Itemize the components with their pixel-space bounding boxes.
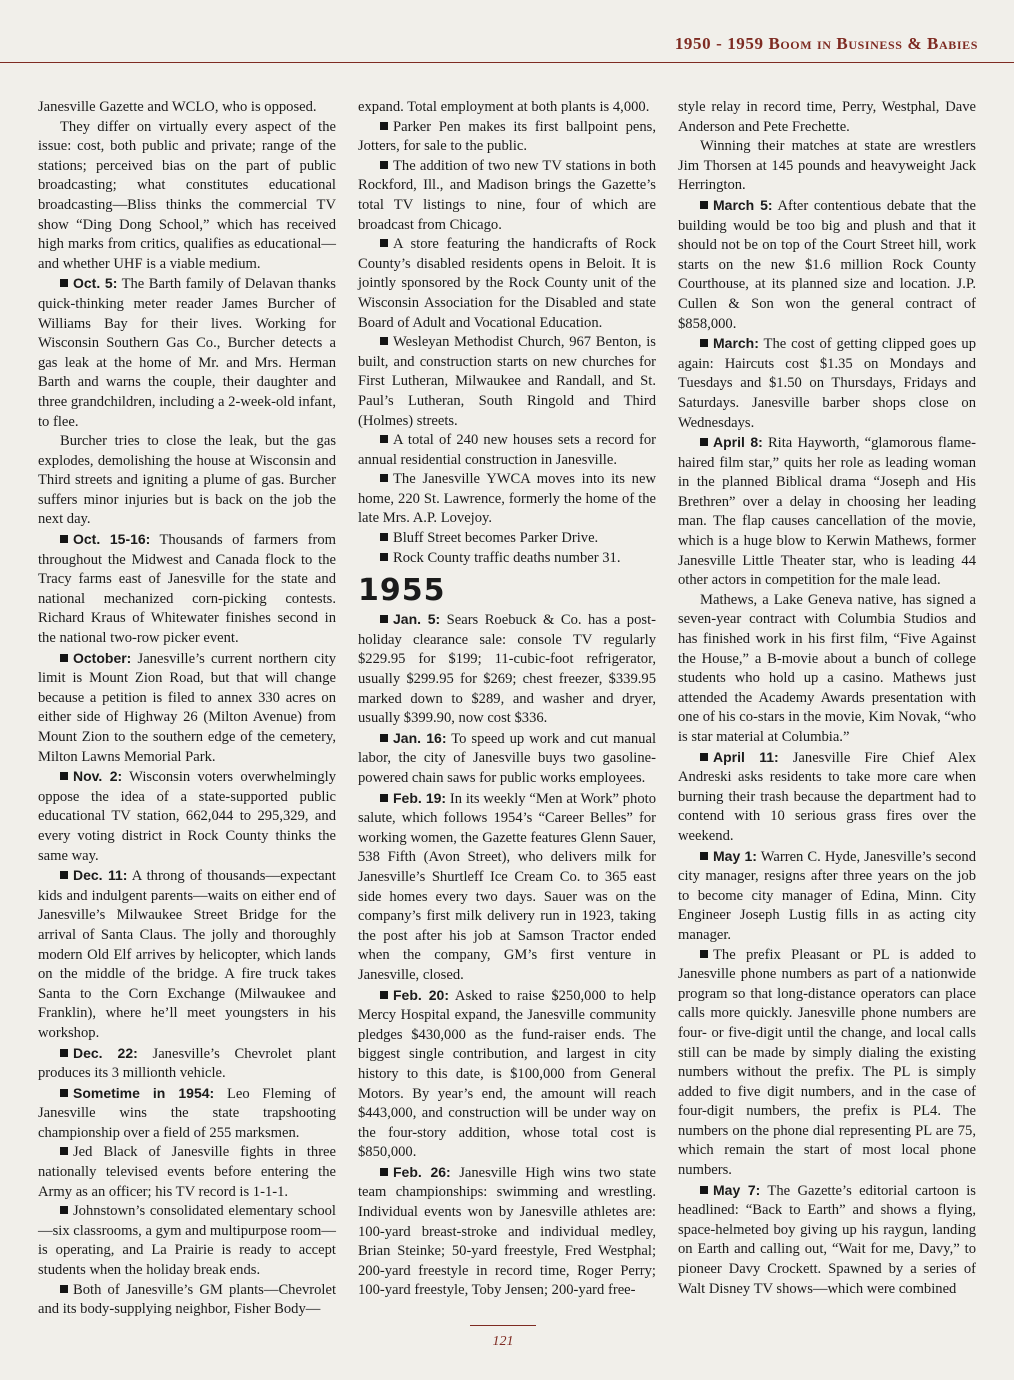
- entry: [678, 334, 976, 433]
- entry-text: Janesville Fire Chief Alex Andreski asks residents to take more care when burning their trash because the department had to contend with 10 serious grass fires over the weekend.: [678, 749, 976, 844]
- year-heading: 1955: [358, 573, 446, 609]
- bullet-icon: [700, 339, 708, 347]
- entry-text: Parker Pen makes its first ballpoint pens, Jotters, for sale to the public.: [358, 118, 656, 155]
- entry-date: Feb. 19:: [393, 789, 447, 806]
- bullet-icon: [60, 1147, 68, 1155]
- entry-text: The cost of getting clipped goes up again: Haircuts cost $1.35 on Mondays and Tuesdays and $1.50 on Thursdays, Fridays and Saturdays. Janesville barber shops close on Wednesdays.: [678, 336, 976, 431]
- column-3: [678, 98, 976, 1299]
- entry-date: April 8:: [713, 434, 763, 451]
- entry-date: May 7:: [713, 1181, 761, 1198]
- entry-text: Both of Janesville’s GM plants—Chevrolet and its body-supplying neighbor, Fisher Body—: [38, 1281, 336, 1318]
- bullet-icon: [380, 734, 388, 742]
- entry: [38, 649, 336, 768]
- paragraph: Burcher tries to close the leak, but the gas explodes, demolishing the house at Wisconsin and Third streets and igniting a plume of gas. Burcher suffers minor injuries but is back on the job the next day.: [38, 433, 336, 528]
- entry-date: March 5:: [713, 196, 773, 213]
- entry-text: Wesleyan Methodist Church, 967 Benton, is built, and construction starts on new churches for First Lutheran, Milwaukee and Randall, and St. Paul’s Lutheran, South Ringold and Third (Holmes) streets.: [358, 334, 656, 429]
- entry-text: A store featuring the handicrafts of Rock County’s disabled residents opens in Beloit. It is jointly sponsored by the Rock County unit of the Wisconsin Association for the Disabled and state Board of Adult and Vocational Education.: [358, 236, 656, 331]
- entry-text: The Janesville YWCA moves into its new home, 220 St. Lawrence, formerly the home of the late Mrs. A.P. Lovejoy.: [358, 471, 656, 527]
- paragraph: Janesville Gazette and WCLO, who is opposed.: [38, 99, 317, 115]
- entry-text: The addition of two new TV stations in both Rockford, Ill., and Madison brings the Gazette’s total TV listings to nine, four of which are broadcast from Chicago.: [358, 157, 656, 233]
- entry-text: Rita Hayworth, “glamorous flame-haired film star,” quits her role as leading woman in the planned Biblical drama “Joseph and His Brethren” over a delay in choosing her leading man. The flap causes cancellation of the movie, which is a huge blow to Kerwin Mathews, former Janesville Little Theater star, who is leading 44 other actors in competition for the male lead.: [678, 435, 976, 589]
- entry: [358, 529, 656, 549]
- entry-date: Feb. 20:: [393, 986, 449, 1003]
- entry: [678, 1181, 976, 1300]
- entry-date: October:: [73, 649, 132, 666]
- bullet-icon: [700, 950, 708, 958]
- bullet-icon: [380, 161, 388, 169]
- bullet-icon: [60, 535, 68, 543]
- column-2: [358, 98, 656, 1301]
- entry: [678, 946, 976, 1181]
- entry-text: Janesville High wins two state team championships: swimming and wrestling. Individual events won by Janesville athletes are: 100-yard breast-stroke and individual medley, Brian Steinke; 50-yard freestyle, Fred Westphal; 200-yard freestyle in record time, Roger Perry; 100-yard freestyle, Toby Jensen; 200-yard free-: [358, 1164, 657, 1299]
- paragraph: style relay in record time, Perry, Westphal, Dave Anderson and Pete Frechette.: [678, 99, 976, 135]
- entry-date: Jan. 16:: [393, 729, 447, 746]
- entry-text: Bluff Street becomes Parker Drive.: [393, 530, 599, 547]
- entry: [38, 1084, 336, 1144]
- entry-date: Dec. 22:: [73, 1044, 138, 1061]
- bullet-icon: [380, 435, 388, 443]
- column-1: [38, 98, 336, 1320]
- entry: [38, 1143, 336, 1202]
- entry-date: March:: [713, 335, 759, 352]
- entry-text: Asked to raise $250,000 to help Mercy Hospital expand, the Janesville community pledges $430,000 as the fund-raiser ends. The biggest single contribution, and largest in city history to this date, is $100,000 from General Motors. By year’s end, the amount will reach $443,000, and construction will be under way on the four-story addition, whose total cost is $850,000.: [358, 987, 657, 1161]
- entry-text: Wisconsin voters overwhelmingly oppose the idea of a state-supported public educational TV station, 662,044 to 295,329, and every voting district in Rock County thinks the same way.: [38, 769, 336, 864]
- entry-text: The prefix Pleasant or PL is added to Janesville phone numbers as part of a nationwide program so that long-distance operators can place calls more quickly. Janesville phone numbers are four- or five-digit until the change, and local calls still can be made by simply dialing the existing numbers without the prefix. The PL is simply added to five digit numbers, and in the case of four-digit numbers, the prefix is PL4. The numbers on the phone dial representing PL are 75, which remain the start of most local phone numbers.: [678, 946, 976, 1179]
- bullet-icon: [380, 553, 388, 561]
- entry-text: A throng of thousands—expectant kids and indulgent parents—waits on either end of Janesville’s Milwaukee Street Bridge for the arrival of Santa Claus. The jolly and thoroughly modern Old Elf arrives by helicopter, which lands on the middle of the bridge. A fire truck takes Santa to the Corn Exchange (Milwaukee and Franklin), where he’ll meet youngsters in his workshop.: [38, 868, 336, 1041]
- entry: [678, 847, 976, 946]
- bullet-icon: [700, 438, 708, 446]
- bullet-icon: [700, 852, 708, 860]
- paragraph: Mathews, a Lake Geneva native, has signed a seven-year contract with Columbia Studios and has finished work in his first film, “Five Against the House,” a B-movie about a bunch of college students who hold up a casino. Mathews just attended the Academy Awards presentation with one of his co-stars in the movie, Kim Novak, “who is star material at Columbia.”: [678, 591, 976, 745]
- bullet-icon: [700, 1186, 708, 1194]
- entry: [38, 1044, 336, 1084]
- entry-text: After contentious debate that the building would be too big and plush and that it should not be on top of the Court Street hill, work starts on the new $1.6 million Rock County Courthouse, at its planned size and location. J.P. Cullen & Son won the general contract of $858,000.: [678, 197, 976, 332]
- bullet-icon: [60, 279, 68, 287]
- entry-date: Oct. 15-16:: [73, 531, 151, 548]
- entry: [358, 118, 656, 157]
- entry-text: To speed up work and cut manual labor, the city of Janesville buys two gasoline-powered chain saws for public works employees.: [358, 730, 656, 786]
- entry-text: A total of 240 new houses sets a record for annual residential construction in Janesville.: [358, 432, 656, 468]
- paragraph: They differ on virtually every aspect of the issue: cost, both public and private; range of the stations; perceived bias on the part of public broadcasting; what constitutes educational broadcasting—Bliss thinks the commercial TV show “Ding Dong School,” which has received high marks from critics, qualifies as educational—and whether UHF is a viable medium.: [38, 118, 336, 272]
- entry-date: Feb. 26:: [393, 1163, 451, 1180]
- entry-date: April 11:: [713, 748, 779, 765]
- entry: [38, 1202, 336, 1280]
- entry-text: The Gazette’s editorial cartoon is headlined: “Back to Earth” and shows a flying, space-helmeted boy giving up his raygun, landing on Earth and calling out, “Wait for me, Davy,” to pioneer Davy Crockett. Spawned by a series of Walt Disney TV shows—which were combined: [678, 1182, 976, 1297]
- entry-text: In its weekly “Men at Work” photo salute, which follows 1954’s “Career Belles” for working women, the Gazette features Glenn Sauer, 538 Fifth (Avon Street), who delivers milk for Janesville’s Shurtleff Ice Cream Co. to 365 east side homes every two days. Sauer was on the company’s first milk delivery run in 1923, taking the post after his job at Samson Tractor ended when the company, GM’s first venture in Janesville, closed.: [358, 790, 657, 983]
- bullet-icon: [380, 474, 388, 482]
- entry: [358, 789, 656, 986]
- entry: [358, 610, 656, 729]
- bullet-icon: [380, 794, 388, 802]
- entry-text: Janesville’s current northern city limit is Mount Zion Road, but that will change because a petition is filed to annex 330 acres on either side of Highway 26 (Milton Avenue) from Mount Zion to the southern edge of the cemetery, Milton Lawns Memorial Park.: [38, 650, 336, 765]
- entry: [38, 1281, 336, 1320]
- entry: [358, 157, 656, 235]
- footer-rule: [470, 1325, 536, 1326]
- entry-text: Warren C. Hyde, Janesville’s second city manager, resigns after three years on the job to become city manager of Edina, Minn. City Engineer Joseph Lustig fills in as acting city manager.: [678, 848, 976, 943]
- running-head: 1950 - 1959 Boom in Business & Babies: [674, 34, 978, 53]
- paragraph: expand. Total employment at both plants is 4,000.: [358, 99, 650, 115]
- entry-date: Sometime in 1954:: [73, 1084, 215, 1101]
- entry: [358, 549, 656, 569]
- bullet-icon: [380, 615, 388, 623]
- bullet-icon: [60, 1285, 68, 1293]
- header-rule: [0, 62, 1014, 63]
- entry-date: Nov. 2:: [73, 768, 123, 785]
- entry-text: Leo Fleming of Janesville wins the state trapshooting championship over a field of 255 marksmen.: [38, 1085, 336, 1141]
- page-number: 121: [492, 1334, 514, 1349]
- entry: [358, 431, 656, 470]
- entry: [678, 433, 976, 591]
- bullet-icon: [380, 239, 388, 247]
- entry-date: May 1:: [713, 847, 757, 864]
- entry: [358, 986, 656, 1163]
- entry-text: Sears Roebuck & Co. has a post-holiday clearance sale: console TV regularly $229.95 for $199; 11-cubic-foot refrigerator, usually $299.95 for $269; chest freezer, $339.95 marked down to $289, and washer and dryer, usually $399.90, now cost $336.: [358, 612, 656, 727]
- entry: [358, 333, 656, 431]
- entry: [38, 274, 336, 432]
- entry: [38, 530, 336, 649]
- entry-text: Johnstown’s consolidated elementary school—six classrooms, a gym and multipurpose room—is operating, and La Prairie is ready to accept students when the holiday break ends.: [38, 1203, 336, 1279]
- bullet-icon: [380, 122, 388, 130]
- bullet-icon: [700, 201, 708, 209]
- bullet-icon: [60, 871, 68, 879]
- bullet-icon: [380, 337, 388, 345]
- bullet-icon: [60, 1089, 68, 1097]
- entry-text: Rock County traffic deaths number 31.: [393, 549, 621, 566]
- entry: [358, 235, 656, 333]
- bullet-icon: [380, 533, 388, 541]
- bullet-icon: [380, 991, 388, 999]
- bullet-icon: [60, 654, 68, 662]
- bullet-icon: [700, 753, 708, 761]
- entry: [358, 1163, 656, 1301]
- entry: [678, 748, 976, 847]
- entry-date: Oct. 5:: [73, 275, 118, 292]
- entry-text: Jed Black of Janesville fights in three nationally televised events before entering the Army as an officer; his TV record is 1-1-1.: [38, 1144, 336, 1200]
- article-columns: [0, 98, 1014, 1318]
- bullet-icon: [380, 1168, 388, 1176]
- bullet-icon: [60, 1049, 68, 1057]
- entry: [38, 866, 336, 1043]
- entry-text: Janesville’s Chevrolet plant produces its 3 millionth vehicle.: [38, 1045, 336, 1082]
- entry: [38, 767, 336, 866]
- entry-date: Dec. 11:: [73, 867, 128, 884]
- entry: [358, 470, 656, 529]
- entry: [678, 196, 976, 334]
- entry-date: Jan. 5:: [393, 611, 441, 628]
- entry-text: The Barth family of Delavan thanks quick-thinking meter reader James Burcher of Williams Bay for their lives. Working for Wisconsin Southern Gas Co., Burcher detects a gas leak at the home of Mr. and Mrs. Herman Barth and warns the couple, their daughter and three grandchildren, including a 2-week-old infant, to flee.: [38, 276, 336, 430]
- paragraph: Winning their matches at state are wrestlers Jim Thorsen at 145 pounds and heavyweight Jack Herrington.: [678, 138, 976, 194]
- entry-text: Thousands of farmers from throughout the Midwest and Canada flock to the Tracy farms east of Janesville for the state and national mechanized corn-picking contests. Richard Kraus of Whitewater finishes second in the national two-row picker event.: [38, 532, 336, 647]
- entry: [358, 729, 656, 789]
- bullet-icon: [60, 772, 68, 780]
- bullet-icon: [60, 1206, 68, 1214]
